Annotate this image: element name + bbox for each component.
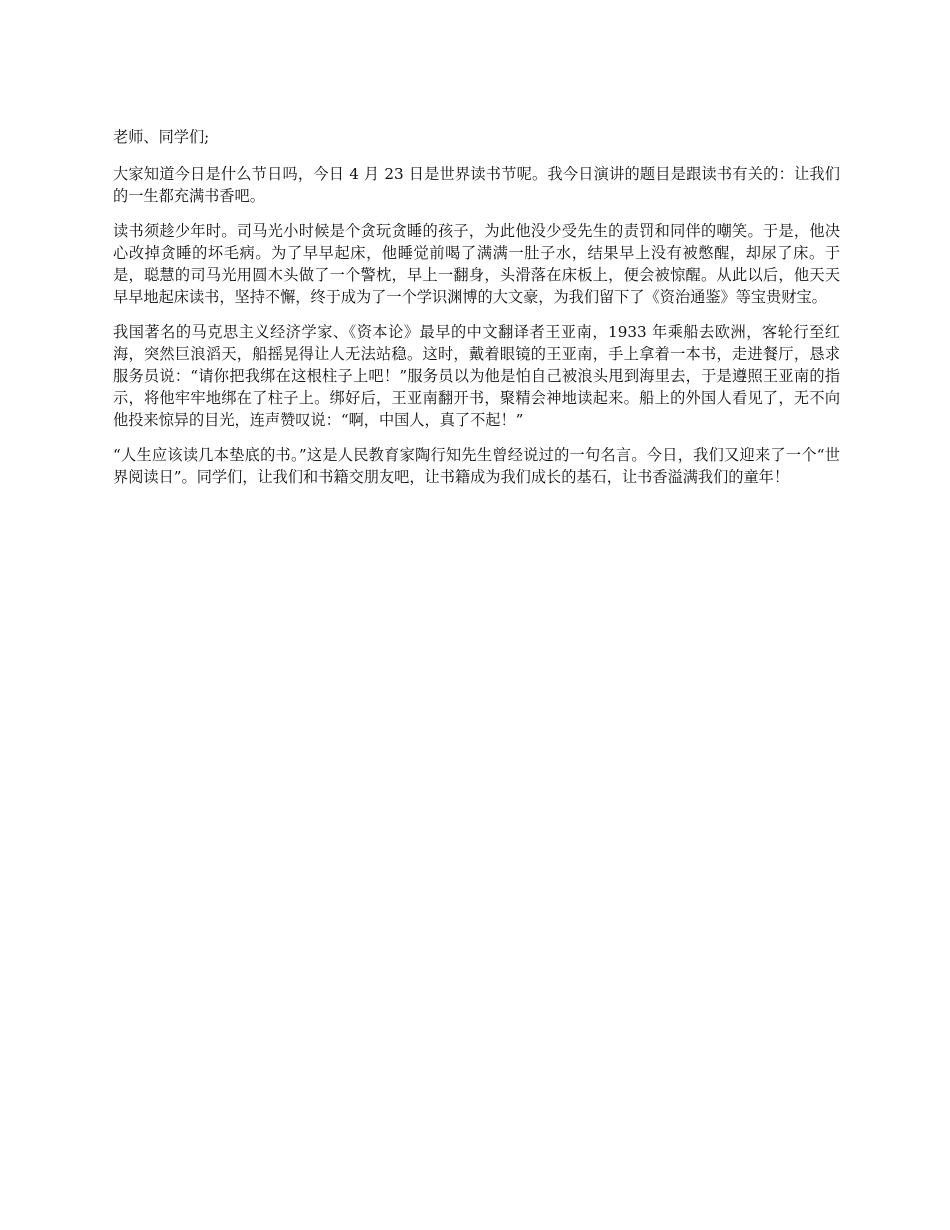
speech-body xyxy=(113,126,840,501)
paragraph-wang-yanan: 我国著名的马克思主义经济学家、《资本论》最早的中文翻译者王亚南，1933 年乘船去欧洲，客轮行至红海，突然巨浪滔天，船摇晃得让人无法站稳。这时，戴着眼镜的王亚南，手上拿着一本书，走进餐厅，恳求服务员说：“请你把我绑在这根柱子上吧！”服务员以为他是怕自己被浪头甩到海里去，于是遵照王亚南的指示，将他牢牢地绑在了柱子上。绑好后，王亚南翻开书，聚精会神地读起来。船上的外国人看见了，无不向他投来惊异的目光，连声赞叹说：“啊，中国人，真了不起！” xyxy=(113,323,840,429)
paragraph-sima-guang: 读书须趁少年时。司马光小时候是个贪玩贪睡的孩子，为此他没少受先生的责罚和同伴的嘲笑。于是，他决心改掉贪睡的坏毛病。为了早早起床，他睡觉前喝了满满一肚子水，结果早上没有被憋醒，却尿了床。于是，聪慧的司马光用圆木头做了一个警枕，早上一翻身，头滑落在床板上，便会被惊醒。从此以后，他天天早早地起床读书，坚持不懈，终于成为了一个学识渊博的大文豪，为我们留下了《资治通鉴》等宝贵财宝。 xyxy=(113,222,840,306)
greeting-line: 老师、同学们; xyxy=(113,128,210,146)
paragraph-conclusion: “人生应该读几本垫底的书。”这是人民教育家陶行知先生曾经说过的一句名言。今日，我们又迎来了一个“世界阅读日”。同学们，让我们和书籍交朋友吧，让书籍成为我们成长的基石，让书香溢满我们的童年！ xyxy=(113,446,840,486)
paragraph-intro: 大家知道今日是什么节日吗，今日 4 月 23 日是世界读书节呢。我今日演讲的题目是跟读书有关的：让我们的一生都充满书香吧。 xyxy=(113,165,840,205)
